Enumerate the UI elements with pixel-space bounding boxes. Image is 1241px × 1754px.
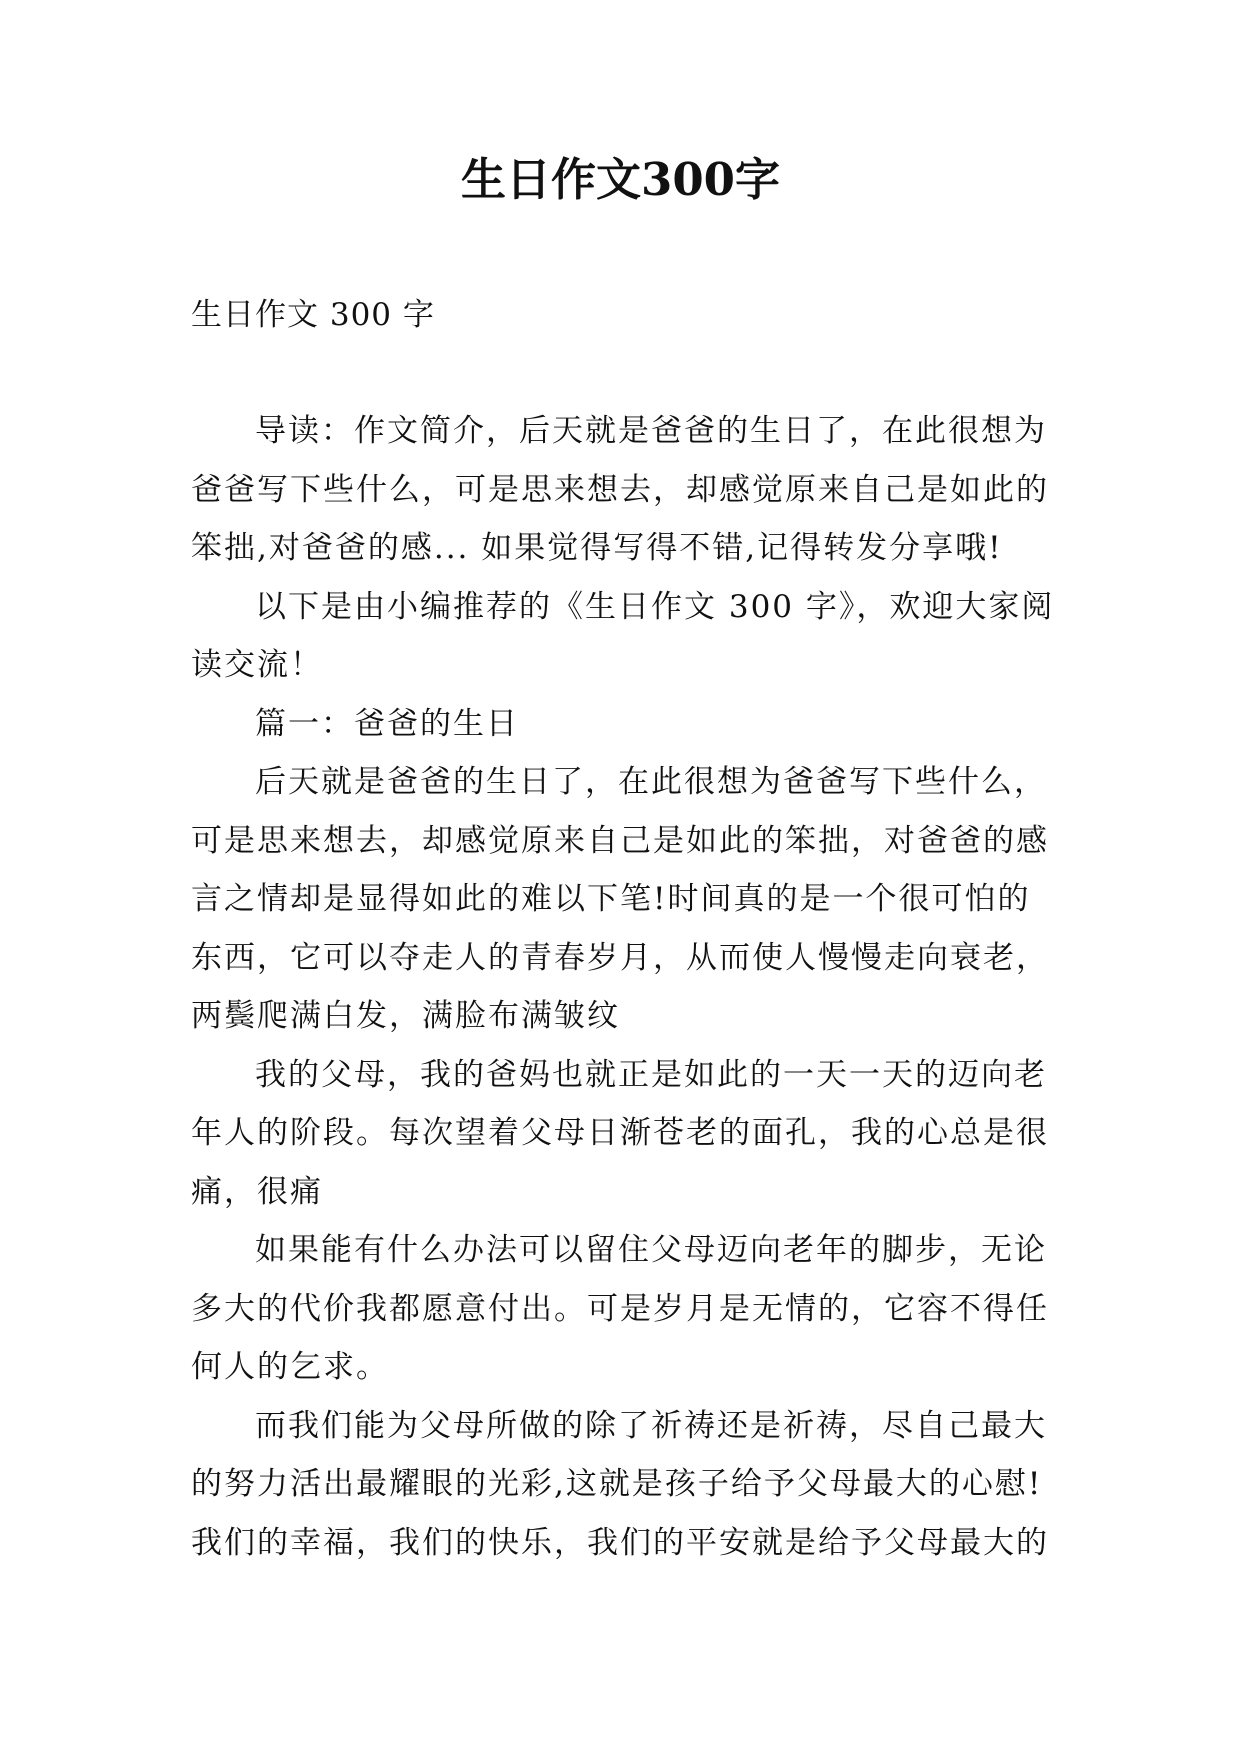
- section-heading: 篇一：爸爸的生日: [255, 705, 519, 742]
- body-line: 后天就是爸爸的生日了，在此很想为爸爸写下些什么，: [255, 764, 1047, 800]
- body-line: 可是思来想去，却感觉原来自己是如此的笨拙，对爸爸的感: [191, 822, 1049, 859]
- body-line: 而我们能为父母所做的除了祈祷还是祈祷，尽自己最大: [255, 1407, 1047, 1444]
- body-line: 痛，很痛: [191, 1173, 323, 1210]
- body-line: 两鬓爬满白发，满脸布满皱纹: [191, 998, 620, 1034]
- body-line: 如果能有什么办法可以留住父母迈向老年的脚步，无论: [255, 1232, 1047, 1268]
- body-line: 年人的阶段。每次望着父母日渐苍老的面孔，我的心总是很: [191, 1115, 1049, 1151]
- body-line: 的努力活出最耀眼的光彩,这就是孩子给予父母最大的心慰!: [191, 1466, 1043, 1502]
- body-line: 导读：作文简介，后天就是爸爸的生日了，在此很想为: [255, 413, 1047, 449]
- body-line: 读交流！: [191, 647, 323, 683]
- body-line: 笨拙,对爸爸的感... 如果觉得写得不错,记得转发分享哦!: [191, 530, 1003, 566]
- body-line: 爸爸写下些什么，可是思来想去，却感觉原来自己是如此的: [191, 471, 1049, 508]
- document-body: [191, 402, 1091, 1572]
- document-subtitle: 生日作文 300 字: [191, 297, 435, 333]
- body-line: 言之情却是显得如此的难以下笔!时间真的是一个很可怕的: [191, 881, 1031, 917]
- body-line: 我的父母，我的爸妈也就正是如此的一天一天的迈向老: [255, 1056, 1047, 1093]
- body-line: 多大的代价我都愿意付出。可是岁月是无情的，它容不得任: [191, 1290, 1049, 1327]
- body-line: 以下是由小编推荐的《生日作文 300 字》，欢迎大家阅: [255, 588, 1055, 625]
- body-line: 我们的幸福，我们的快乐，我们的平安就是给予父母最大的: [191, 1524, 1049, 1561]
- body-line: 东西，它可以夺走人的青春岁月，从而使人慢慢走向衰老，: [191, 939, 1049, 976]
- document-title: 生日作文300字: [461, 153, 780, 206]
- body-line: 何人的乞求。: [191, 1349, 389, 1385]
